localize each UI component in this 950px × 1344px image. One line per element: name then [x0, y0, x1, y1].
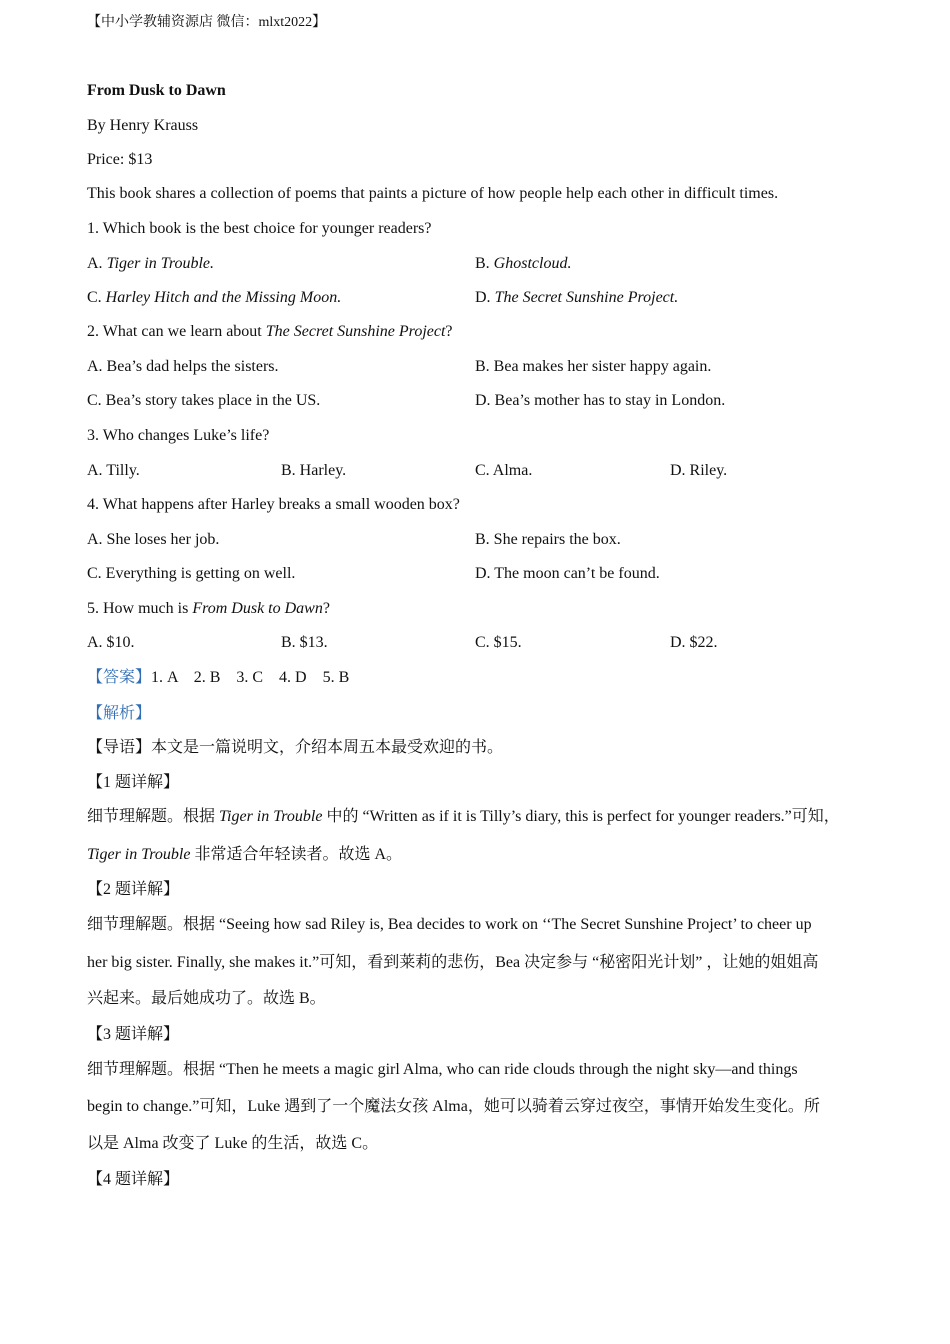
question-3-option-c[interactable]: C. Alma. — [475, 462, 533, 479]
book-title: From Dusk to Dawn — [87, 82, 226, 99]
question-4-option-c[interactable]: C. Everything is getting on well. — [87, 565, 296, 582]
question-3-stem: 3. Who changes Luke’s life? — [87, 427, 270, 444]
explanation-2-line-2: her big sister. Finally, she makes it.”可知，看到莱莉的悲伤，Bea 决定参与 “秘密阳光计划” ，让她的姐姐高 — [87, 954, 819, 971]
answer-text: 1. A 2. B 3. C 4. D 5. B — [151, 669, 350, 686]
explanation-1-line-2: Tiger in Trouble 非常适合年轻读者。故选 A。 — [87, 846, 402, 863]
question-2-option-a[interactable]: A. Bea’s dad helps the sisters. — [87, 358, 279, 375]
book-description: This book shares a collection of poems that paints a picture of how people help each other in difficult times. — [87, 185, 779, 202]
explanation-2-heading: 【2 题详解】 — [87, 881, 180, 898]
explanation-2-line-1: 细节理解题。根据 “Seeing how sad Riley is, Bea decides to work on ‘‘The Secret Sunshine Project’ to cheer up — [87, 916, 812, 933]
question-1-option-b[interactable]: B. Ghostcloud. — [475, 255, 572, 272]
explanation-1-heading: 【1 题详解】 — [87, 774, 180, 791]
page-header: 【中小学教辅资源店 微信：mlxt2022】 — [87, 15, 327, 30]
question-5-option-d[interactable]: D. $22. — [670, 634, 718, 651]
question-5-stem: 5. How much is From Dusk to Dawn? — [87, 600, 330, 617]
question-1-option-d[interactable]: D. The Secret Sunshine Project. — [475, 289, 679, 306]
question-1-option-c[interactable]: C. Harley Hitch and the Missing Moon. — [87, 289, 342, 306]
question-2-option-c[interactable]: C. Bea’s story takes place in the US. — [87, 392, 321, 409]
question-4-option-d[interactable]: D. The moon can’t be found. — [475, 565, 660, 582]
question-5-option-b[interactable]: B. $13. — [281, 634, 328, 651]
explanation-3-line-1: 细节理解题。根据 “Then he meets a magic girl Alma, who can ride clouds through the night sky—and things — [87, 1061, 798, 1078]
explanation-2-line-3: 兴起来。最后她成功了。故选 B。 — [87, 990, 326, 1007]
book-price: Price: $13 — [87, 151, 153, 168]
book-author: By Henry Krauss — [87, 117, 199, 134]
answer-label: 【答案】 — [87, 669, 152, 686]
question-4-option-a[interactable]: A. She loses her job. — [87, 531, 220, 548]
question-4-stem: 4. What happens after Harley breaks a small wooden box? — [87, 496, 460, 513]
question-5-option-a[interactable]: A. $10. — [87, 634, 135, 651]
explanation-3-line-3: 以是 Alma 改变了 Luke 的生活，故选 C。 — [87, 1135, 379, 1152]
intro-text: 【导语】本文是一篇说明文，介绍本周五本最受欢迎的书。 — [87, 739, 504, 756]
question-3-option-a[interactable]: A. Tilly. — [87, 462, 140, 479]
analysis-label: 【解析】 — [87, 705, 152, 722]
question-2-option-b[interactable]: B. Bea makes her sister happy again. — [475, 358, 712, 375]
question-2-stem: 2. What can we learn about The Secret Sunshine Project? — [87, 323, 453, 340]
explanation-3-line-2: begin to change.”可知，Luke 遇到了一个魔法女孩 Alma，她可以骑着云穿过夜空，事情开始发生变化。所 — [87, 1098, 820, 1115]
explanation-1-line-1: 细节理解题。根据 Tiger in Trouble 中的 “Written as if it is Tilly’s diary, this is perfect for younger readers.”可知， — [87, 808, 840, 825]
explanation-4-heading: 【4 题详解】 — [87, 1171, 180, 1188]
answer-line — [87, 668, 349, 688]
question-4-option-b[interactable]: B. She repairs the box. — [475, 531, 621, 548]
question-1-stem: 1. Which book is the best choice for younger readers? — [87, 220, 432, 237]
question-5-option-c[interactable]: C. $15. — [475, 634, 522, 651]
question-2-option-d[interactable]: D. Bea’s mother has to stay in London. — [475, 392, 726, 409]
explanation-3-heading: 【3 题详解】 — [87, 1026, 180, 1043]
question-3-option-b[interactable]: B. Harley. — [281, 462, 347, 479]
question-1-option-a[interactable]: A. Tiger in Trouble. — [87, 255, 214, 272]
question-3-option-d[interactable]: D. Riley. — [670, 462, 728, 479]
